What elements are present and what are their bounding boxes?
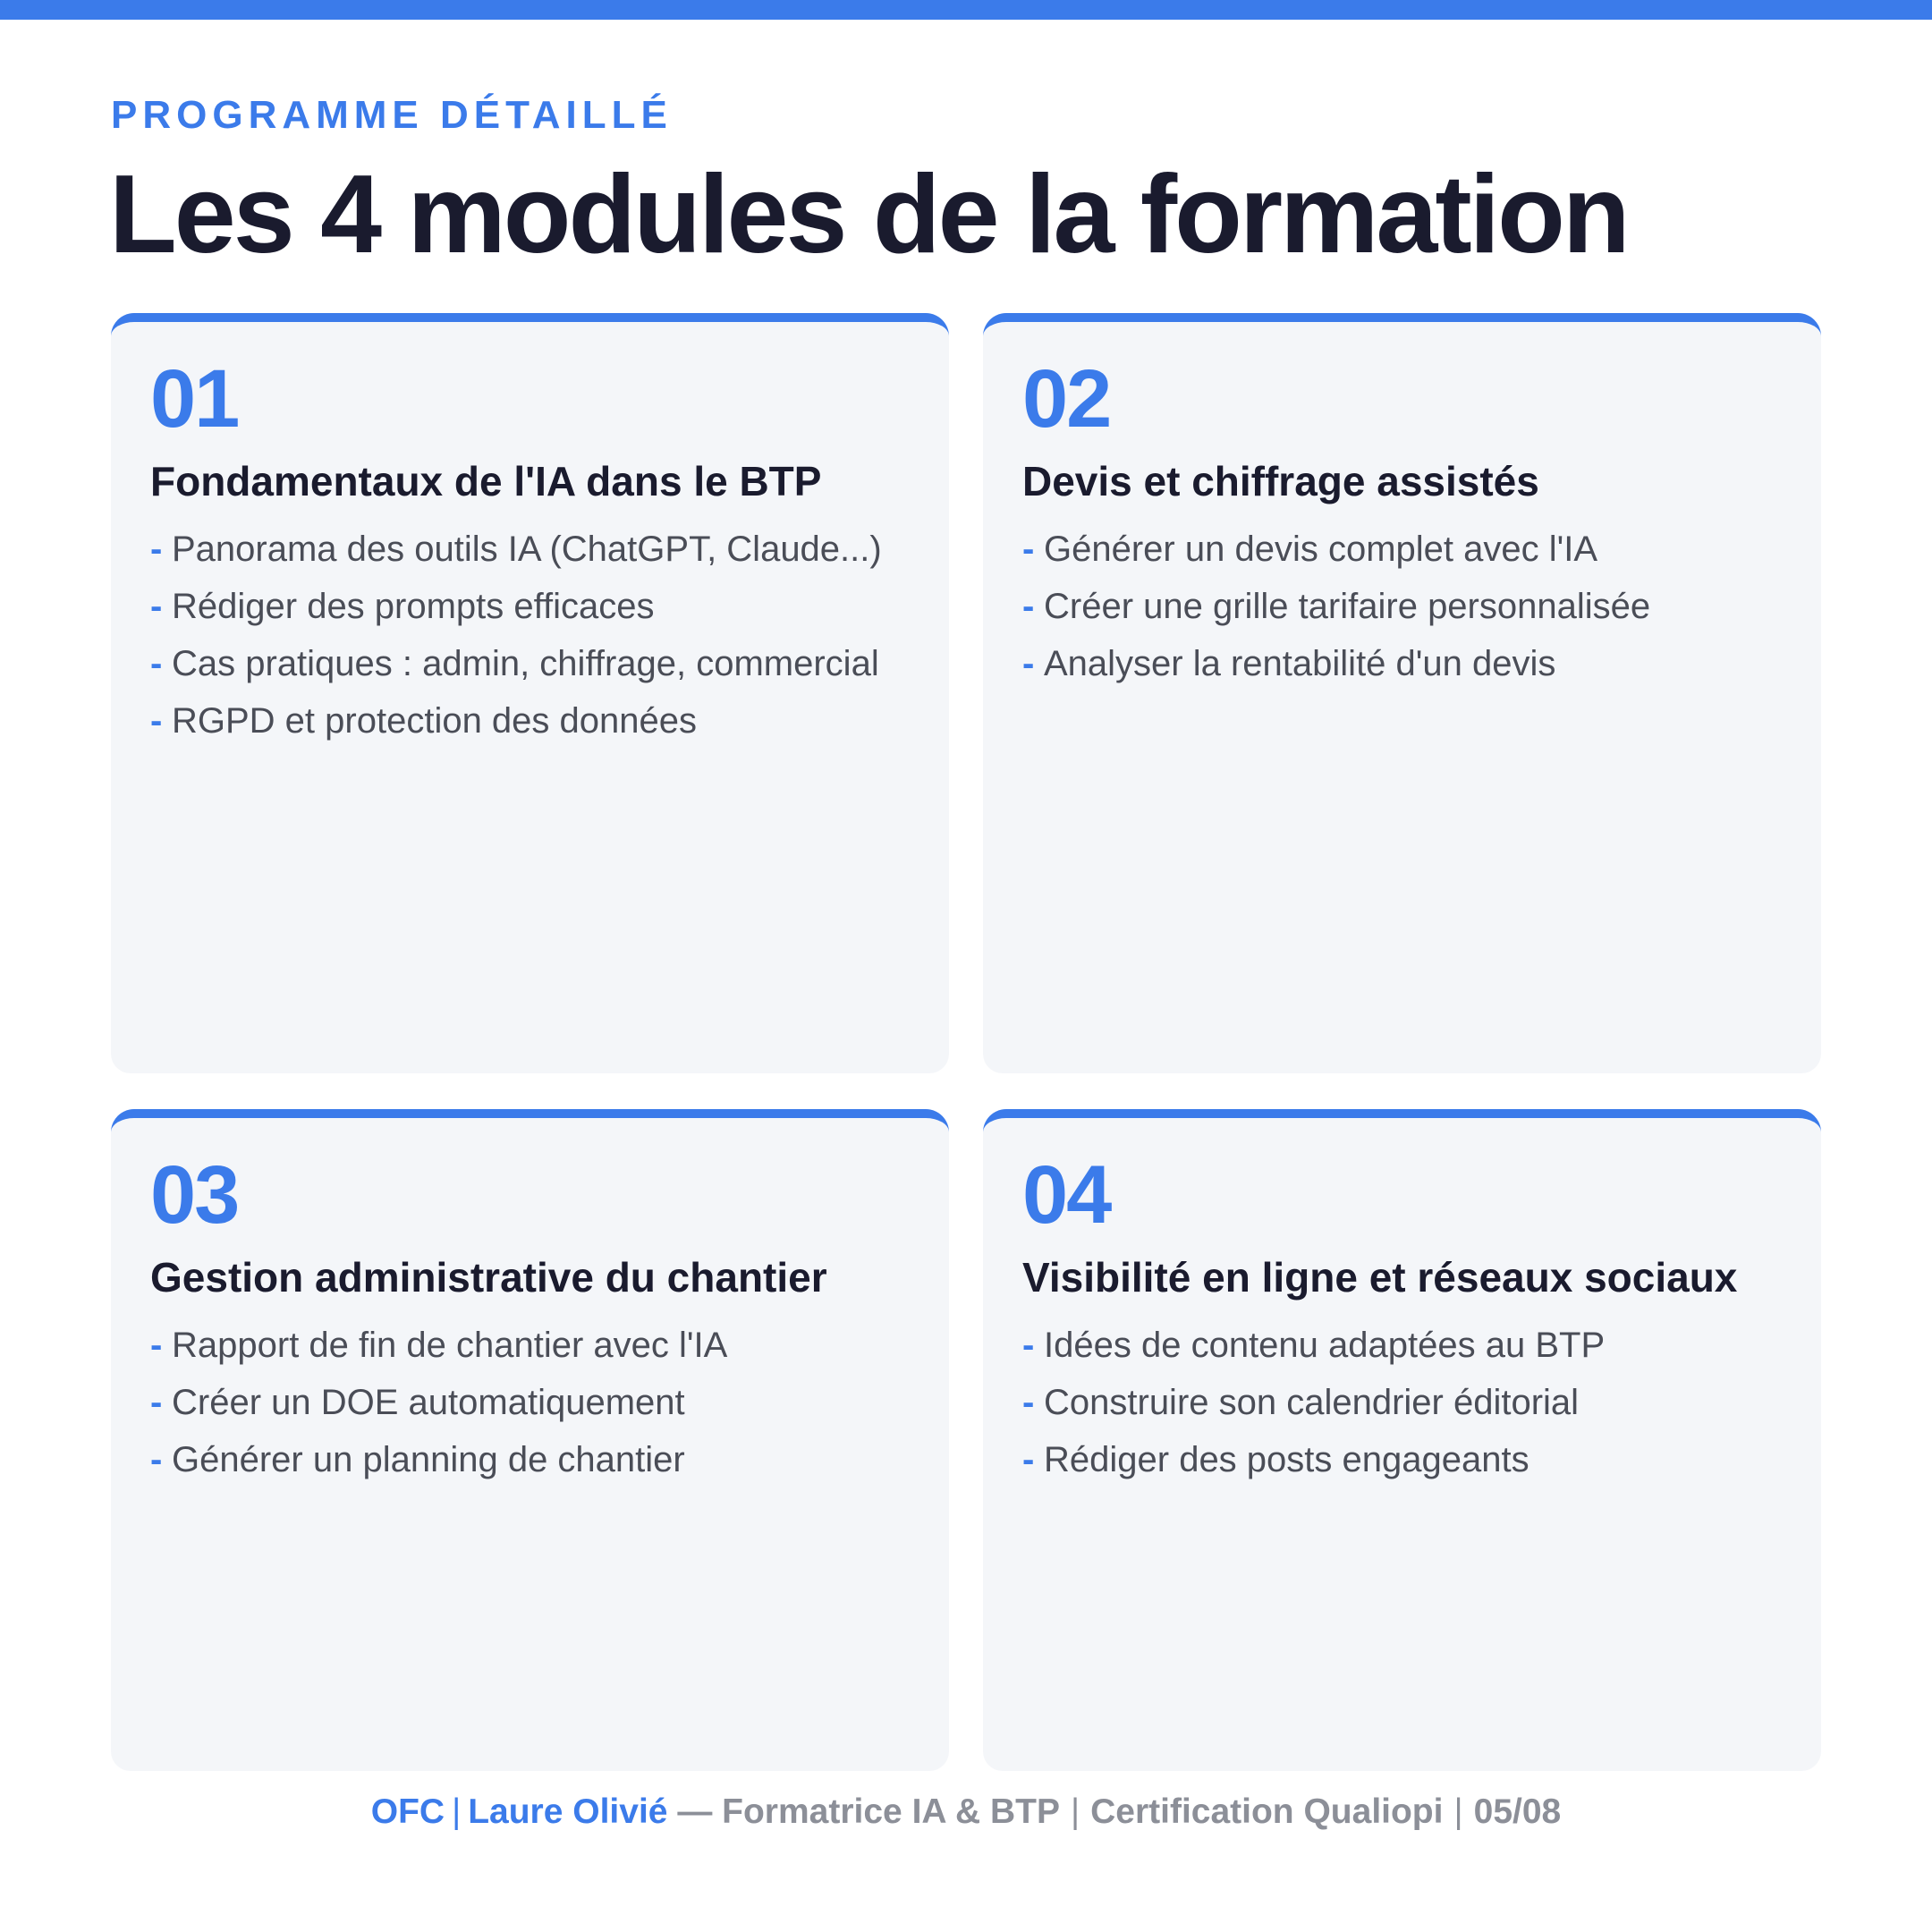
dash-bullet-icon: - <box>1022 644 1035 684</box>
list-item-text: Générer un planning de chantier <box>172 1440 685 1480</box>
list-item <box>150 583 911 630</box>
list-item-text: Rédiger des prompts efficaces <box>172 587 655 627</box>
list-item-text: Générer un devis complet avec l'IA <box>1044 530 1598 570</box>
list-item-text: Construire son calendrier éditorial <box>1044 1383 1580 1423</box>
dash-bullet-icon: - <box>150 1326 163 1366</box>
dash-bullet-icon: - <box>1022 1440 1035 1480</box>
module-card-3 <box>111 1109 949 1771</box>
module-number: 03 <box>150 1149 239 1241</box>
list-item <box>150 526 911 572</box>
module-items <box>150 526 911 744</box>
dash-bullet-icon: - <box>150 530 163 570</box>
module-card-4 <box>983 1109 1821 1771</box>
list-item <box>150 698 911 744</box>
dash-bullet-icon: - <box>1022 1383 1035 1423</box>
footer-separator: | <box>452 1792 462 1831</box>
list-item-text: Rapport de fin de chantier avec l'IA <box>172 1326 728 1366</box>
dash-bullet-icon: - <box>1022 587 1035 627</box>
list-item <box>1022 526 1784 572</box>
module-card-2 <box>983 313 1821 1073</box>
list-item <box>150 1436 911 1483</box>
list-item <box>1022 1379 1784 1426</box>
list-item-text: RGPD et protection des données <box>172 701 698 741</box>
list-item <box>1022 583 1784 630</box>
footer-separator: | <box>1453 1792 1463 1831</box>
module-number: 04 <box>1022 1149 1111 1241</box>
list-item <box>150 1379 911 1426</box>
list-item <box>1022 1436 1784 1483</box>
footer-brand: OFC <box>370 1792 445 1831</box>
dash-bullet-icon: - <box>150 1440 163 1480</box>
dash-bullet-icon: - <box>150 644 163 684</box>
module-title: Visibilité en ligne et réseaux sociaux <box>1022 1254 1738 1301</box>
list-item-text: Rédiger des posts engageants <box>1044 1440 1530 1480</box>
dash-bullet-icon: - <box>150 701 163 741</box>
page-title: Les 4 modules de la formation <box>109 153 1628 276</box>
list-item-text: Analyser la rentabilité d'un devis <box>1044 644 1556 684</box>
footer-author-name: Laure Olivié <box>468 1792 668 1831</box>
module-title: Gestion administrative du chantier <box>150 1254 827 1301</box>
dash-bullet-icon: - <box>1022 530 1035 570</box>
list-item-text: Cas pratiques : admin, chiffrage, commercial <box>172 644 879 684</box>
footer <box>0 1792 1932 1832</box>
footer-certification: Certification Qualiopi <box>1090 1792 1444 1831</box>
footer-separator: | <box>1070 1792 1080 1831</box>
list-item-text: Créer une grille tarifaire personnalisée <box>1044 587 1651 627</box>
module-number: 01 <box>150 353 239 445</box>
module-number: 02 <box>1022 353 1111 445</box>
module-card-1 <box>111 313 949 1073</box>
list-item <box>1022 1322 1784 1368</box>
page-number: 05/08 <box>1473 1792 1562 1831</box>
dash-bullet-icon: - <box>1022 1326 1035 1366</box>
list-item-text: Panorama des outils IA (ChatGPT, Claude...) <box>172 530 882 570</box>
dash-bullet-icon: - <box>150 1383 163 1423</box>
module-items <box>1022 1322 1784 1483</box>
list-item <box>150 640 911 687</box>
module-items <box>1022 526 1784 687</box>
top-accent-bar <box>0 0 1932 20</box>
footer-role: — Formatrice IA & BTP <box>677 1792 1060 1831</box>
section-eyebrow: PROGRAMME DÉTAILLÉ <box>111 93 673 137</box>
list-item-text: Idées de contenu adaptées au BTP <box>1044 1326 1606 1366</box>
list-item <box>1022 640 1784 687</box>
list-item <box>150 1322 911 1368</box>
dash-bullet-icon: - <box>150 587 163 627</box>
list-item-text: Créer un DOE automatiquement <box>172 1383 685 1423</box>
modules-grid <box>111 313 1821 1771</box>
module-title: Fondamentaux de l'IA dans le BTP <box>150 458 822 504</box>
module-items <box>150 1322 911 1483</box>
module-title: Devis et chiffrage assistés <box>1022 458 1539 504</box>
